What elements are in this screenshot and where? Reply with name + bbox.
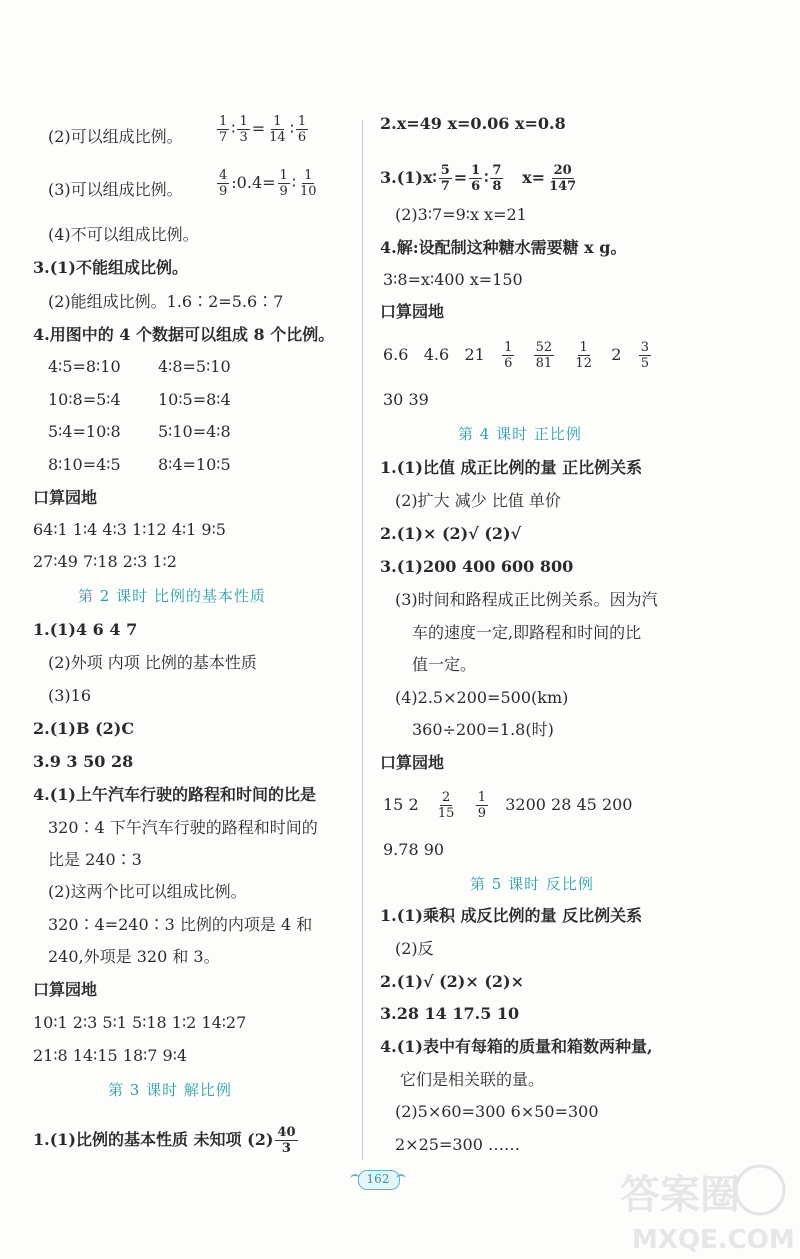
proportion-pair: 4∶5=8∶10 <box>48 357 121 376</box>
fraction: $\frac{1}{14}$ <box>269 114 286 145</box>
answer-line: (2)反 <box>395 939 434 958</box>
answer-line: 4.解:设配制这种糖水需要糖 x g。 <box>380 238 627 257</box>
answer-line: 4.用图中的 4 个数据可以组成 8 个比例。 <box>33 325 335 344</box>
fraction-proportion: $\frac{4}{9}$ :0.4= $\frac{1}{9}$ ∶ $\frac{1}{10}$ <box>219 168 317 199</box>
answer-line: (2)扩大 减少 比值 单价 <box>395 491 561 510</box>
answer-line: 2.(1)B (2)C <box>33 719 135 738</box>
fraction: $\frac{5}{7}$ <box>440 163 450 194</box>
answer-line: 比是 240∶3 <box>48 850 142 869</box>
fraction: $\frac{1}{12}$ <box>575 340 592 371</box>
lesson-title: 第 3 课时 解比例 <box>108 1081 232 1099</box>
lesson-title: 第 5 课时 反比例 <box>470 875 594 893</box>
answer-line: (3)16 <box>48 686 92 705</box>
answer-line: 它们是相关联的量。 <box>400 1070 545 1089</box>
fraction: $\frac{1}{6}$ <box>297 114 307 145</box>
fraction: $\frac{1}{7}$ <box>219 114 228 145</box>
fraction-proportion: $\frac{1}{7}$ ∶ $\frac{1}{3}$ = $\frac{1}{14}$ ∶ $\frac{1}{6}$ <box>219 114 307 145</box>
answer-line: (2)能组成比例。1.6∶2=5.6∶7 <box>48 292 284 311</box>
watermark-bottom: MXQE.COM <box>632 1225 795 1255</box>
answer-line: 320∶4=240∶3 比例的内项是 4 和 <box>48 915 313 934</box>
answer-line: 30 39 <box>383 390 429 409</box>
fraction: $\frac{2}{15}$ <box>437 790 455 821</box>
answer-line: 3.(1)不能组成比例。 <box>33 258 188 277</box>
answer-line: 车的速度一定,即路程和时间的比 <box>412 623 642 642</box>
answer-line: (2)可以组成比例。 <box>48 127 183 146</box>
answer-line: 2.(1)√ (2)× (2)× <box>380 972 524 991</box>
fraction: $\frac{3}{5}$ <box>640 340 649 371</box>
answer-line: 3.(1)200 400 600 800 <box>380 557 574 576</box>
answer-line: 240,外项是 320 和 3。 <box>48 947 220 966</box>
answer-line: 1.(1)比例的基本性质 未知项 (2) $\frac{40}{3}$ <box>33 1125 296 1156</box>
fraction: $\frac{7}{8}$ <box>492 163 502 194</box>
fraction: $\frac{20}{147}$ <box>549 163 577 194</box>
answer-line: 4.(1)表中有每箱的质量和箱数两种量, <box>380 1037 653 1056</box>
answer-line: 3∶8=x∶400 x=150 <box>383 270 523 289</box>
answer-line: 1.(1)乘积 成反比例的量 反比例关系 <box>380 906 643 925</box>
answer-line: 4.(1)上午汽车行驶的路程和时间的比是 <box>33 785 316 804</box>
fraction: $\frac{1}{9}$ <box>279 168 288 199</box>
page-number: 162 <box>350 1168 406 1190</box>
proportion-pair: 8∶10=4∶5 <box>48 455 121 474</box>
section-heading: 口算园地 <box>380 302 445 321</box>
fraction: $\frac{4}{9}$ <box>219 168 228 199</box>
answer-line: 1.(1)比值 成正比例的量 正比例关系 <box>380 458 643 477</box>
answer-line: (3)可以组成比例。 <box>48 180 183 199</box>
ornament-right <box>396 1174 406 1184</box>
fraction: $\frac{52}{81}$ <box>535 340 553 371</box>
answer-line: 15 2 $\frac{2}{15}$ $\frac{1}{9}$ 3200 28 45 200 <box>383 790 633 821</box>
fraction: $\frac{1}{6}$ <box>471 163 481 194</box>
watermark-logo <box>610 1160 800 1259</box>
watermark-top: 答案圈 <box>620 1172 740 1218</box>
section-heading: 口算园地 <box>33 980 98 999</box>
lesson-title: 第 4 课时 正比例 <box>458 425 582 443</box>
answer-line: (3)时间和路程成正比例关系。因为汽 <box>395 590 658 609</box>
fraction: $\frac{1}{3}$ <box>239 114 248 145</box>
column-divider <box>362 120 363 1160</box>
proportion-pair: 5∶4=10∶8 <box>48 422 121 441</box>
fraction: $\frac{40}{3}$ <box>277 1125 296 1156</box>
proportion-pair: 5∶10=4∶8 <box>158 422 231 441</box>
answer-line: 21∶8 14∶15 18∶7 9∶4 <box>33 1046 188 1065</box>
answer-line: (2)外项 内项 比例的基本性质 <box>48 653 257 672</box>
answer-line: 320∶4 下午汽车行驶的路程和时间的 <box>48 818 318 837</box>
proportion-pair: 4∶8=5∶10 <box>158 357 231 376</box>
lesson-title: 第 2 课时 比例的基本性质 <box>78 587 266 605</box>
fraction: $\frac{1}{9}$ <box>477 790 486 821</box>
proportion-pair: 10∶8=5∶4 <box>48 390 121 409</box>
answer-line: 6.6 4.6 21 $\frac{1}{6}$ $\frac{52}{81}$ $\frac{1}{12}$ 2 $\frac{3}{5}$ <box>383 340 649 371</box>
answer-line: 10∶1 2∶3 5∶1 5∶18 1∶2 14∶27 <box>33 1013 247 1032</box>
proportion-pair: 8∶4=10∶5 <box>158 455 231 474</box>
section-heading: 口算园地 <box>380 753 445 772</box>
answer-line: (4)2.5×200=500(km) <box>395 688 569 707</box>
answer-line: 27∶49 7∶18 2∶3 1∶2 <box>33 552 177 571</box>
answer-line: 9.78 90 <box>383 840 445 859</box>
answer-line: 3.28 14 17.5 10 <box>380 1004 520 1023</box>
fraction: $\frac{1}{10}$ <box>299 168 317 199</box>
answer-line: 2×25=300 …… <box>395 1135 520 1154</box>
answer-line: 360÷200=1.8(时) <box>412 720 554 739</box>
answer-line: 值一定。 <box>412 655 477 674</box>
fraction: $\frac{1}{6}$ <box>504 340 513 371</box>
section-heading: 口算园地 <box>33 488 98 507</box>
answer-line: 2.(1)× (2)√ (2)√ <box>380 524 522 543</box>
proportion-pair: 10∶5=8∶4 <box>158 390 231 409</box>
answer-line: (4)不可以组成比例。 <box>48 225 199 244</box>
answer-line: 3.(1)x∶ $\frac{5}{7}$ = $\frac{1}{6}$ ∶ $\frac{7}{8}$ x= $\frac{20}{147}$ <box>380 163 577 194</box>
answer-line: (2)这两个比可以组成比例。 <box>48 882 247 901</box>
answer-line: 64∶1 1∶4 4∶3 1∶12 4∶1 9∶5 <box>33 520 226 539</box>
answer-line: 2.x=49 x=0.06 x=0.8 <box>380 114 566 133</box>
answer-line: 3.9 3 50 28 <box>33 752 134 771</box>
answer-line: (2)3∶7=9∶x x=21 <box>395 205 527 224</box>
answer-line: 1.(1)4 6 4 7 <box>33 620 138 639</box>
answer-line: (2)5×60=300 6×50=300 <box>395 1102 599 1121</box>
